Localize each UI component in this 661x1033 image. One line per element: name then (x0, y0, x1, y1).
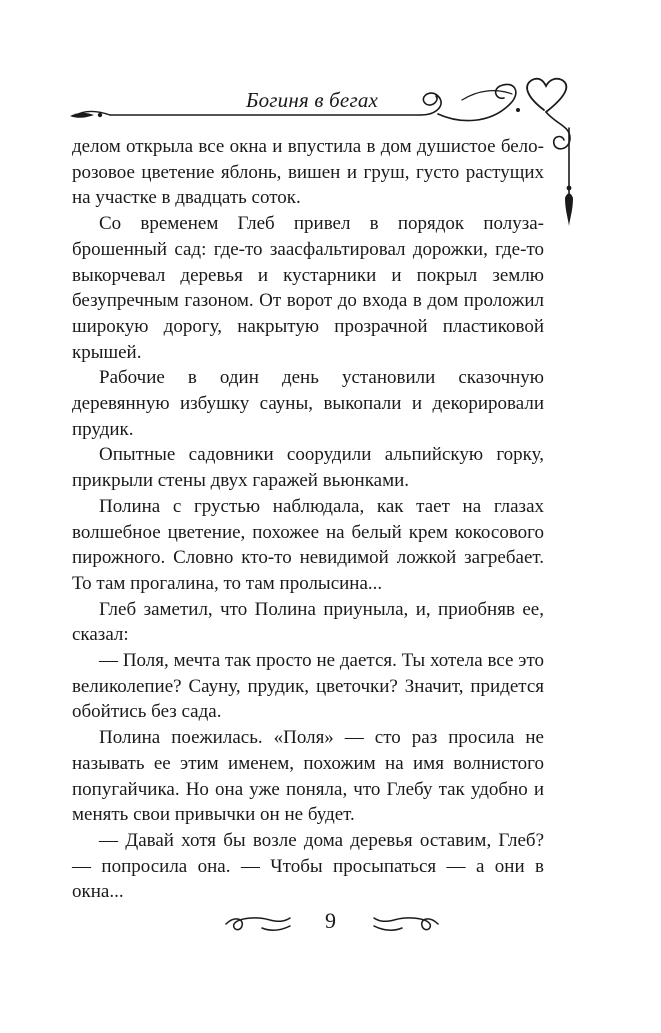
paragraph: Полина с грустью наблюдала, как тает на глазах волшебное цветение, похожее на белый крем кокосового пирожного. Словно кто-то невидимой ложкой загребает. То там прогалина, то там пролысина... (72, 495, 544, 594)
pen-nib-icon (565, 194, 573, 227)
right-dot (516, 108, 520, 112)
paragraph: делом открыла все окна и впустила в дом душистое бело-розовое цветение яблонь, вишен и груш, густо растущих на участке в двадцать соток. (72, 136, 544, 209)
paragraph: — Давай хотя бы возле дома деревья оставим, Глеб? — попросила она. — Чтобы просыпаться — а они в окна... (72, 829, 544, 903)
paragraph: Со временем Глеб привел в порядок полузаброшенный сад: где-то заасфальтировал дорожки, где-то выкорчевал деревья и кустарники и покрыл землю безупречным газоном. От ворот до входа в дом проложил широкую дорогу, накрытую прозрачной пластиковой крышей. (72, 213, 544, 363)
paragraph: — Поля, мечта так просто не дается. Ты хотела все это великолепие? Сауну, прудик, цветочки? Значит, придется обойтись без сада. (72, 650, 544, 723)
running-title: Богиня в бегах (246, 88, 379, 112)
page-number: 9 (325, 908, 336, 933)
right-swirl-1 (420, 93, 441, 115)
paragraph: Глеб заметил, что Полина приуныла, и, приобняв ее, сказал: (72, 598, 544, 646)
pen-dot (567, 186, 572, 191)
paragraph: Опытные садовники соорудили альпийскую горку, прикрыли стены двух гаражей вьюнками. (72, 444, 544, 492)
paragraph: Полина поежилась. «Поля» — сто раз просила не называть ее этим именем, похожим на имя волнистого попугайчика. Но она уже поняла, что Глебу так удобно и менять свои привычки он не будет. (72, 727, 544, 826)
right-swirl-2 (438, 84, 516, 120)
heart-icon (527, 79, 566, 112)
pen-curl (546, 112, 570, 149)
left-dot (98, 113, 102, 117)
body-text (72, 134, 544, 905)
left-pen-tip-icon (70, 113, 94, 118)
paragraph: Рабочие в один день установили сказочную деревянную избушку сауны, выкопали и декорировали прудик. (72, 367, 544, 440)
